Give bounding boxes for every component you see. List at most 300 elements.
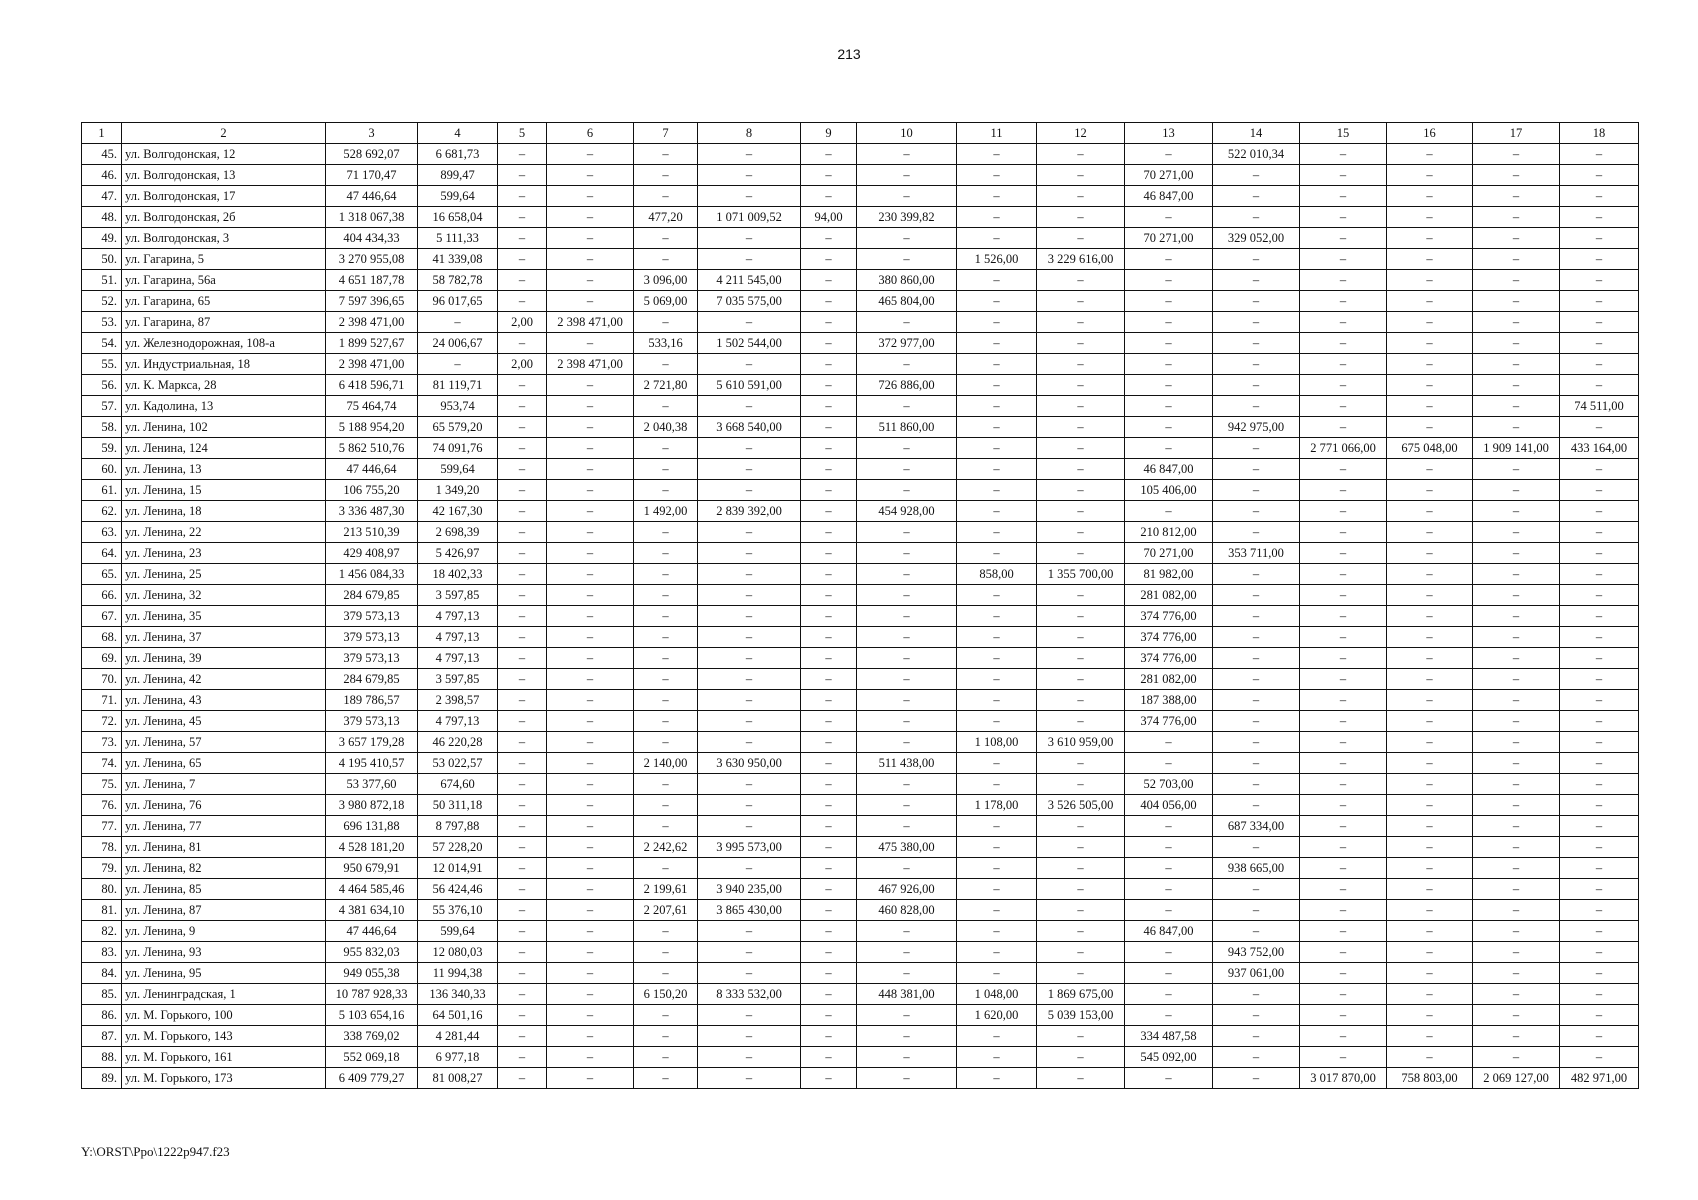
value-cell: – xyxy=(857,795,957,816)
value-cell: – xyxy=(1300,207,1387,228)
value-cell: – xyxy=(498,207,547,228)
value-cell: 3 668 540,00 xyxy=(698,417,801,438)
value-cell: – xyxy=(1387,900,1473,921)
value-cell: – xyxy=(698,165,801,186)
value-cell: – xyxy=(801,291,857,312)
address-cell: ул. Ленина, 35 xyxy=(122,606,326,627)
value-cell: – xyxy=(1213,774,1300,795)
value-cell: – xyxy=(1213,396,1300,417)
value-cell: 4 464 585,46 xyxy=(326,879,418,900)
value-cell: – xyxy=(957,942,1037,963)
value-cell: – xyxy=(801,942,857,963)
value-cell: – xyxy=(547,1047,634,1068)
value-cell: – xyxy=(547,333,634,354)
value-cell: 374 776,00 xyxy=(1125,648,1213,669)
value-cell: 3 597,85 xyxy=(418,585,498,606)
value-cell: – xyxy=(547,585,634,606)
row-number-cell: 63. xyxy=(82,522,122,543)
value-cell: – xyxy=(801,585,857,606)
column-header: 11 xyxy=(957,123,1037,144)
value-cell: 5 862 510,76 xyxy=(326,438,418,459)
value-cell: – xyxy=(498,627,547,648)
value-cell: – xyxy=(1125,963,1213,984)
value-cell: – xyxy=(698,1005,801,1026)
value-cell: – xyxy=(1213,207,1300,228)
value-cell: – xyxy=(1213,1047,1300,1068)
value-cell: – xyxy=(1473,627,1560,648)
address-cell: ул. Ленина, 18 xyxy=(122,501,326,522)
column-header: 12 xyxy=(1037,123,1125,144)
value-cell: – xyxy=(498,942,547,963)
value-cell: – xyxy=(547,669,634,690)
value-cell: – xyxy=(498,669,547,690)
value-cell: – xyxy=(1300,837,1387,858)
value-cell: – xyxy=(1037,354,1125,375)
value-cell: 460 828,00 xyxy=(857,900,957,921)
value-cell: 475 380,00 xyxy=(857,837,957,858)
address-cell: ул. К. Маркса, 28 xyxy=(122,375,326,396)
column-header: 2 xyxy=(122,123,326,144)
value-cell: – xyxy=(857,543,957,564)
value-cell: – xyxy=(1300,375,1387,396)
value-cell: – xyxy=(1560,627,1639,648)
value-cell: – xyxy=(498,522,547,543)
table-row xyxy=(82,879,1639,900)
data-table xyxy=(81,122,1639,1089)
table-row xyxy=(82,921,1639,942)
value-cell: – xyxy=(1300,753,1387,774)
value-cell: – xyxy=(1125,900,1213,921)
value-cell: – xyxy=(698,921,801,942)
value-cell: – xyxy=(634,942,698,963)
value-cell: – xyxy=(634,480,698,501)
value-cell: – xyxy=(634,459,698,480)
value-cell: – xyxy=(1300,669,1387,690)
value-cell: – xyxy=(1037,228,1125,249)
value-cell: – xyxy=(1037,774,1125,795)
value-cell: – xyxy=(1560,165,1639,186)
value-cell: 3 336 487,30 xyxy=(326,501,418,522)
value-cell: 53 022,57 xyxy=(418,753,498,774)
value-cell: – xyxy=(1387,963,1473,984)
value-cell: 1 071 009,52 xyxy=(698,207,801,228)
value-cell: 726 886,00 xyxy=(857,375,957,396)
value-cell: – xyxy=(547,501,634,522)
value-cell: – xyxy=(1300,963,1387,984)
value-cell: – xyxy=(801,333,857,354)
value-cell: – xyxy=(1125,837,1213,858)
value-cell: 105 406,00 xyxy=(1125,480,1213,501)
value-cell: – xyxy=(957,1026,1037,1047)
value-cell: – xyxy=(1387,144,1473,165)
value-cell: 379 573,13 xyxy=(326,711,418,732)
value-cell: – xyxy=(1300,942,1387,963)
address-cell: ул. Гагарина, 56а xyxy=(122,270,326,291)
value-cell: – xyxy=(801,858,857,879)
value-cell: – xyxy=(1560,564,1639,585)
value-cell: – xyxy=(698,186,801,207)
row-number-cell: 56. xyxy=(82,375,122,396)
value-cell: 56 424,46 xyxy=(418,879,498,900)
value-cell: 6 409 779,27 xyxy=(326,1068,418,1089)
value-cell: – xyxy=(957,648,1037,669)
value-cell: – xyxy=(1473,396,1560,417)
value-cell: 2,00 xyxy=(498,312,547,333)
value-cell: – xyxy=(1213,648,1300,669)
value-cell: – xyxy=(1560,501,1639,522)
table-row xyxy=(82,669,1639,690)
value-cell: – xyxy=(1125,816,1213,837)
value-cell: – xyxy=(498,396,547,417)
value-cell: – xyxy=(1037,438,1125,459)
value-cell: – xyxy=(1560,585,1639,606)
value-cell: – xyxy=(1387,270,1473,291)
value-cell: – xyxy=(1125,312,1213,333)
value-cell: – xyxy=(634,669,698,690)
value-cell: – xyxy=(957,816,1037,837)
value-cell: – xyxy=(957,396,1037,417)
value-cell: – xyxy=(1037,1068,1125,1089)
table-row xyxy=(82,753,1639,774)
value-cell: – xyxy=(1213,165,1300,186)
address-cell: ул. Индустриальная, 18 xyxy=(122,354,326,375)
value-cell: – xyxy=(1037,837,1125,858)
value-cell: 2 771 066,00 xyxy=(1300,438,1387,459)
value-cell: – xyxy=(1125,417,1213,438)
table-row xyxy=(82,627,1639,648)
value-cell: – xyxy=(1473,900,1560,921)
value-cell: – xyxy=(857,144,957,165)
value-cell: – xyxy=(1387,858,1473,879)
value-cell: – xyxy=(801,165,857,186)
value-cell: – xyxy=(698,1047,801,1068)
table-row xyxy=(82,480,1639,501)
value-cell: – xyxy=(634,564,698,585)
column-header: 9 xyxy=(801,123,857,144)
value-cell: 1 502 544,00 xyxy=(698,333,801,354)
table-row xyxy=(82,837,1639,858)
value-cell: – xyxy=(547,480,634,501)
value-cell: – xyxy=(1560,207,1639,228)
value-cell: – xyxy=(547,438,634,459)
value-cell: 58 782,78 xyxy=(418,270,498,291)
value-cell: – xyxy=(957,291,1037,312)
value-cell: 3 610 959,00 xyxy=(1037,732,1125,753)
value-cell: – xyxy=(857,858,957,879)
row-number-cell: 77. xyxy=(82,816,122,837)
value-cell: – xyxy=(1300,1026,1387,1047)
value-cell: – xyxy=(1387,942,1473,963)
value-cell: – xyxy=(547,186,634,207)
value-cell: – xyxy=(634,396,698,417)
value-cell: – xyxy=(801,963,857,984)
value-cell: – xyxy=(1125,207,1213,228)
value-cell: 2 199,61 xyxy=(634,879,698,900)
value-cell: – xyxy=(801,753,857,774)
value-cell: – xyxy=(1213,753,1300,774)
value-cell: – xyxy=(547,879,634,900)
value-cell: – xyxy=(801,627,857,648)
address-cell: ул. Ленина, 93 xyxy=(122,942,326,963)
value-cell: – xyxy=(1037,312,1125,333)
value-cell: 230 399,82 xyxy=(857,207,957,228)
value-cell: – xyxy=(498,501,547,522)
value-cell: – xyxy=(1560,816,1639,837)
value-cell: – xyxy=(698,606,801,627)
value-cell: – xyxy=(634,354,698,375)
value-cell: – xyxy=(1387,795,1473,816)
value-cell: – xyxy=(957,459,1037,480)
value-cell: – xyxy=(1473,564,1560,585)
value-cell: – xyxy=(1387,774,1473,795)
value-cell: – xyxy=(957,228,1037,249)
value-cell: 1 899 527,67 xyxy=(326,333,418,354)
value-cell: – xyxy=(1300,900,1387,921)
column-header: 5 xyxy=(498,123,547,144)
value-cell: – xyxy=(634,585,698,606)
value-cell: – xyxy=(547,984,634,1005)
value-cell: – xyxy=(857,564,957,585)
row-number-cell: 84. xyxy=(82,963,122,984)
value-cell: – xyxy=(547,627,634,648)
value-cell: – xyxy=(1560,921,1639,942)
value-cell: 2 721,80 xyxy=(634,375,698,396)
value-cell: 953,74 xyxy=(418,396,498,417)
value-cell: – xyxy=(1213,585,1300,606)
value-cell: – xyxy=(1387,564,1473,585)
value-cell: 334 487,58 xyxy=(1125,1026,1213,1047)
value-cell: 404 056,00 xyxy=(1125,795,1213,816)
value-cell: – xyxy=(1560,312,1639,333)
row-number-cell: 67. xyxy=(82,606,122,627)
value-cell: 5 039 153,00 xyxy=(1037,1005,1125,1026)
value-cell: – xyxy=(1473,879,1560,900)
value-cell: – xyxy=(801,438,857,459)
value-cell: – xyxy=(1300,396,1387,417)
value-cell: – xyxy=(547,816,634,837)
value-cell: 687 334,00 xyxy=(1213,816,1300,837)
value-cell: – xyxy=(1213,1026,1300,1047)
value-cell: – xyxy=(634,186,698,207)
value-cell: – xyxy=(1125,501,1213,522)
value-cell: – xyxy=(634,774,698,795)
row-number-cell: 78. xyxy=(82,837,122,858)
value-cell: – xyxy=(1213,1068,1300,1089)
value-cell: – xyxy=(857,690,957,711)
value-cell: – xyxy=(957,1047,1037,1068)
table-row xyxy=(82,585,1639,606)
value-cell: – xyxy=(1473,354,1560,375)
value-cell: 4 195 410,57 xyxy=(326,753,418,774)
value-cell: – xyxy=(1037,375,1125,396)
table-row xyxy=(82,984,1639,1005)
table-row xyxy=(82,354,1639,375)
value-cell: – xyxy=(1300,585,1387,606)
table-row xyxy=(82,228,1639,249)
value-cell: – xyxy=(1387,417,1473,438)
value-cell: – xyxy=(957,1068,1037,1089)
value-cell: – xyxy=(1473,333,1560,354)
value-cell: – xyxy=(1560,837,1639,858)
value-cell: – xyxy=(1037,816,1125,837)
value-cell: – xyxy=(1125,270,1213,291)
value-cell: – xyxy=(857,963,957,984)
value-cell: 106 755,20 xyxy=(326,480,418,501)
value-cell: 4 528 181,20 xyxy=(326,837,418,858)
value-cell: – xyxy=(698,1068,801,1089)
address-cell: ул. Железнодорожная, 108-а xyxy=(122,333,326,354)
value-cell: – xyxy=(1473,522,1560,543)
value-cell: – xyxy=(1300,774,1387,795)
value-cell: – xyxy=(957,417,1037,438)
value-cell: – xyxy=(498,837,547,858)
value-cell: 482 971,00 xyxy=(1560,1068,1639,1089)
value-cell: – xyxy=(1125,984,1213,1005)
value-cell: – xyxy=(857,921,957,942)
value-cell: – xyxy=(1300,690,1387,711)
table-row xyxy=(82,732,1639,753)
value-cell: 16 658,04 xyxy=(418,207,498,228)
value-cell: – xyxy=(957,900,1037,921)
value-cell: – xyxy=(1560,543,1639,564)
value-cell: – xyxy=(698,564,801,585)
value-cell: – xyxy=(634,228,698,249)
value-cell: – xyxy=(957,144,1037,165)
value-cell: 3 980 872,18 xyxy=(326,795,418,816)
value-cell: – xyxy=(1560,375,1639,396)
table-row xyxy=(82,270,1639,291)
row-number-cell: 71. xyxy=(82,690,122,711)
value-cell: – xyxy=(1473,711,1560,732)
value-cell: 7 597 396,65 xyxy=(326,291,418,312)
value-cell: – xyxy=(957,543,1037,564)
value-cell: – xyxy=(801,396,857,417)
value-cell: 5 111,33 xyxy=(418,228,498,249)
value-cell: – xyxy=(1387,837,1473,858)
value-cell: – xyxy=(547,522,634,543)
value-cell: 6 418 596,71 xyxy=(326,375,418,396)
value-cell: 5 188 954,20 xyxy=(326,417,418,438)
value-cell: 3 270 955,08 xyxy=(326,249,418,270)
row-number-cell: 49. xyxy=(82,228,122,249)
value-cell: – xyxy=(1387,921,1473,942)
value-cell: – xyxy=(1300,354,1387,375)
value-cell: 758 803,00 xyxy=(1387,1068,1473,1089)
value-cell: – xyxy=(801,480,857,501)
value-cell: – xyxy=(1473,774,1560,795)
column-header: 14 xyxy=(1213,123,1300,144)
value-cell: 3 865 430,00 xyxy=(698,900,801,921)
value-cell: 465 804,00 xyxy=(857,291,957,312)
value-cell: – xyxy=(698,732,801,753)
row-number-cell: 80. xyxy=(82,879,122,900)
value-cell: – xyxy=(1560,270,1639,291)
value-cell: – xyxy=(1473,942,1560,963)
value-cell: – xyxy=(801,1005,857,1026)
table-row xyxy=(82,1068,1639,1089)
value-cell: – xyxy=(1387,585,1473,606)
value-cell: – xyxy=(498,774,547,795)
column-header: 7 xyxy=(634,123,698,144)
value-cell: 47 446,64 xyxy=(326,921,418,942)
value-cell: 10 787 928,33 xyxy=(326,984,418,1005)
row-number-cell: 74. xyxy=(82,753,122,774)
value-cell: – xyxy=(547,228,634,249)
value-cell: – xyxy=(857,459,957,480)
value-cell: – xyxy=(1560,942,1639,963)
value-cell: – xyxy=(634,1068,698,1089)
address-cell: ул. Ленина, 57 xyxy=(122,732,326,753)
value-cell: – xyxy=(1213,921,1300,942)
value-cell: 3 995 573,00 xyxy=(698,837,801,858)
value-cell: 50 311,18 xyxy=(418,795,498,816)
value-cell: 46 847,00 xyxy=(1125,459,1213,480)
value-cell: – xyxy=(801,732,857,753)
value-cell: – xyxy=(1387,165,1473,186)
value-cell: – xyxy=(1213,186,1300,207)
value-cell: – xyxy=(857,711,957,732)
value-cell: 75 464,74 xyxy=(326,396,418,417)
value-cell: 4 651 187,78 xyxy=(326,270,418,291)
value-cell: – xyxy=(1560,732,1639,753)
value-cell: – xyxy=(547,837,634,858)
value-cell: 41 339,08 xyxy=(418,249,498,270)
value-cell: – xyxy=(1473,501,1560,522)
value-cell: – xyxy=(1560,690,1639,711)
value-cell: – xyxy=(957,879,1037,900)
value-cell: 937 061,00 xyxy=(1213,963,1300,984)
row-number-cell: 76. xyxy=(82,795,122,816)
value-cell: 187 388,00 xyxy=(1125,690,1213,711)
value-cell: 429 408,97 xyxy=(326,543,418,564)
column-header: 16 xyxy=(1387,123,1473,144)
value-cell: – xyxy=(698,669,801,690)
value-cell: 2 207,61 xyxy=(634,900,698,921)
value-cell: – xyxy=(1387,312,1473,333)
value-cell: 4 797,13 xyxy=(418,711,498,732)
value-cell: 57 228,20 xyxy=(418,837,498,858)
value-cell: 3 597,85 xyxy=(418,669,498,690)
value-cell: – xyxy=(1300,879,1387,900)
table-row xyxy=(82,291,1639,312)
value-cell: – xyxy=(498,984,547,1005)
value-cell: 5 610 591,00 xyxy=(698,375,801,396)
value-cell: – xyxy=(1037,753,1125,774)
value-cell: – xyxy=(1037,207,1125,228)
value-cell: – xyxy=(801,1026,857,1047)
value-cell: – xyxy=(547,1068,634,1089)
value-cell: 448 381,00 xyxy=(857,984,957,1005)
value-cell: – xyxy=(1300,522,1387,543)
value-cell: 46 847,00 xyxy=(1125,921,1213,942)
value-cell: – xyxy=(1300,711,1387,732)
value-cell: – xyxy=(634,438,698,459)
value-cell: 3 657 179,28 xyxy=(326,732,418,753)
value-cell: – xyxy=(547,753,634,774)
value-cell: – xyxy=(1037,690,1125,711)
row-number-cell: 51. xyxy=(82,270,122,291)
value-cell: – xyxy=(1473,543,1560,564)
value-cell: – xyxy=(1300,1005,1387,1026)
table-row xyxy=(82,438,1639,459)
value-cell: – xyxy=(547,396,634,417)
address-cell: ул. Ленина, 65 xyxy=(122,753,326,774)
column-header: 18 xyxy=(1560,123,1639,144)
column-header: 3 xyxy=(326,123,418,144)
value-cell: – xyxy=(498,711,547,732)
value-cell: – xyxy=(1560,522,1639,543)
value-cell: – xyxy=(1213,711,1300,732)
